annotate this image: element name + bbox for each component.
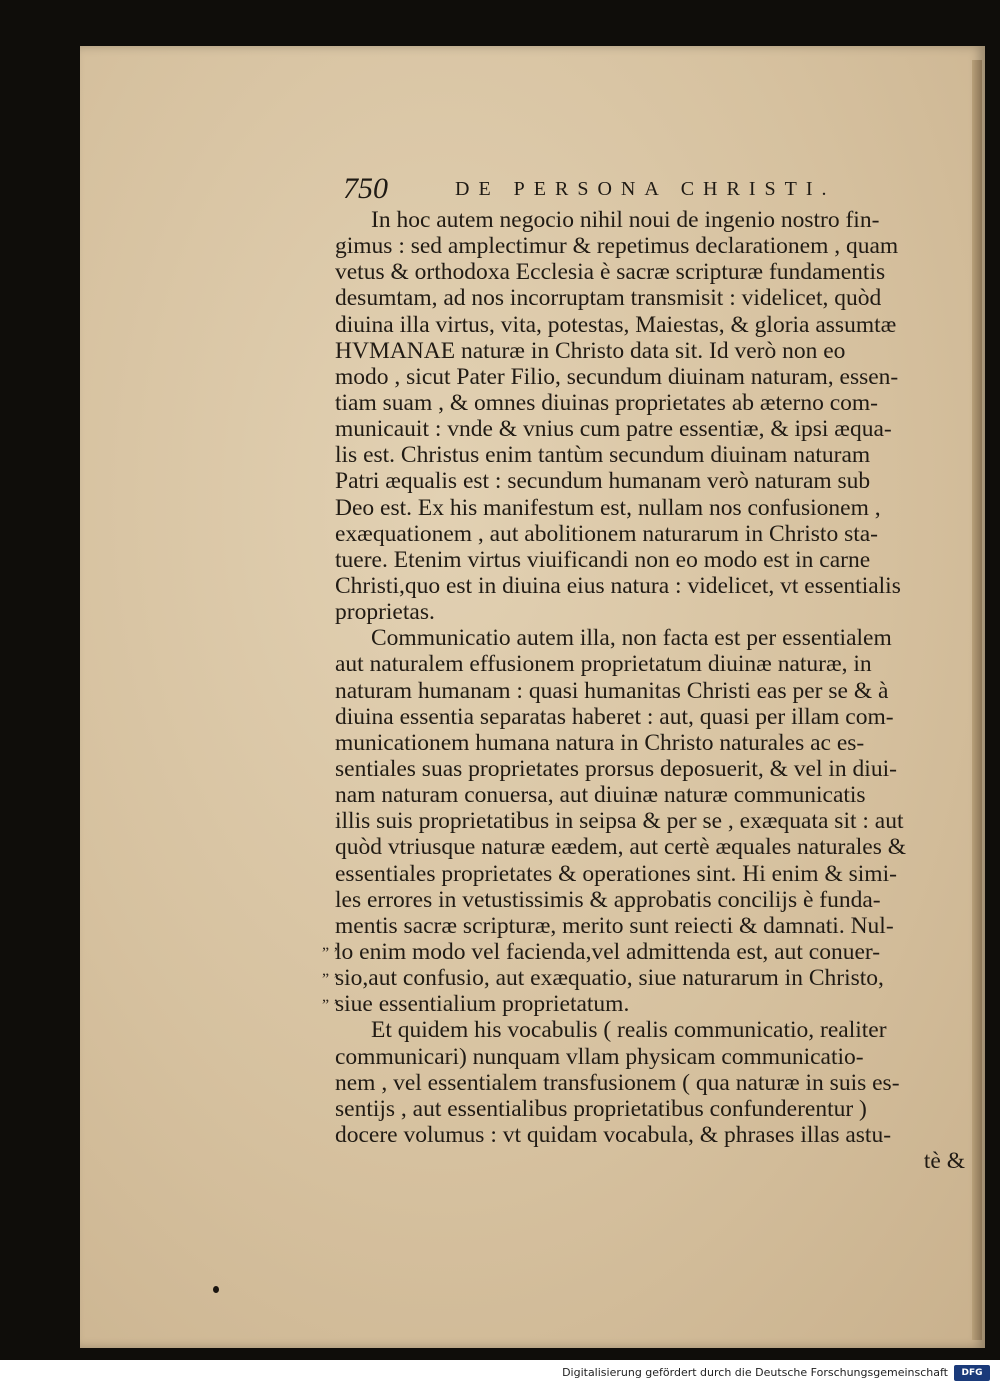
text-line: Patri æqualis est : secundum humanam verò naturam sub [335, 468, 871, 495]
text-line: Deo est. Ex his manifestum est, nullam nos confusionem , [335, 494, 881, 521]
dfg-logo: DFG [954, 1365, 990, 1381]
text-line: exæquationem , aut abolitionem naturarum in Christo sta- [335, 520, 879, 547]
text-line: quòd vtriusque naturæ eædem, aut certè æquales naturales & [335, 834, 907, 861]
page-number: 750 [343, 172, 388, 205]
text-line: naturam humanam : quasi humanitas Christi eas per se & à [335, 677, 889, 704]
margin-quote-marks [322, 932, 352, 1010]
funding-credit: Digitalisierung gefördert durch die Deutsche Forschungsgemeinschaft [562, 1366, 948, 1379]
text-line: aut naturalem effusionem proprietatum diuinæ naturæ, in [335, 651, 872, 678]
text-line: municationem humana natura in Christo naturales ac es- [335, 729, 865, 756]
text-line: sentiales suas proprietates prorsus deposuerit, & vel in diui- [335, 755, 897, 782]
text-line: Et quidem his vocabulis ( realis communicatio, realiter [371, 1017, 887, 1044]
text-line: docere volumus : vt quidam vocabula, & phrases illas astu- [335, 1121, 892, 1148]
text-line: Communicatio autem illa, non facta est per essentialem [371, 625, 892, 652]
text-line: sentijs , aut essentialibus proprietatibus confunderentur ) [335, 1095, 867, 1122]
footer-bar [0, 1362, 1000, 1384]
text-line: Christi,quo est in diuina eius natura : videlicet, vt essentialis [335, 572, 901, 599]
text-line: diuina illa virtus, vita, potestas, Maiestas, & gloria assumtæ [335, 311, 897, 338]
text-line: vetus & orthodoxa Ecclesia è sacræ scripturæ fundamentis [335, 259, 886, 286]
text-line: illis suis proprietatibus in seipsa & per se , exæquata sit : aut [335, 808, 904, 835]
running-title: DE PERSONA CHRISTI. [455, 178, 836, 200]
text-line: nem , vel essentialem transfusionem ( qua naturæ in suis es- [335, 1069, 900, 1096]
text-line: tè & [923, 1148, 965, 1175]
text-line: siue essentialium proprietatum. [335, 991, 630, 1018]
text-line: mentis sacræ scripturæ, merito sunt reiecti & damnati. Nul- [335, 912, 894, 939]
text-line: communicari) nunquam vllam physicam communicatio- [335, 1043, 864, 1070]
text-line: desumtam, ad nos incorruptam transmisit : videlicet, quòd [335, 285, 882, 312]
text-line: modo , sicut Pater Filio, secundum diuinam naturam, essen- [335, 363, 899, 390]
text-line: HVMANAE naturæ in Christo data sit. Id verò non eo [335, 337, 846, 364]
text-line: nam naturam conuersa, aut diuinæ naturæ communicatis [335, 782, 866, 809]
margin-mark: „ ‚ [322, 962, 339, 979]
text-line: essentiales proprietates & operationes sint. Hi enim & simi- [335, 860, 897, 887]
text-line: diuina essentia separatas haberet : aut, quasi per illam com- [335, 703, 894, 730]
text-line: les errores in vetustissimis & approbatis concilijs è funda- [335, 886, 881, 913]
text-line: lo enim modo vel facienda,vel admittenda est, aut conuer- [335, 938, 881, 965]
text-line: gimus : sed amplectimur & repetimus declarationem , quam [335, 233, 899, 260]
text-line: municauit : vnde & vnius cum patre essentiæ, & ipsi æqua- [335, 416, 892, 443]
margin-mark: „ ‚ [322, 988, 339, 1005]
body-text [335, 207, 975, 1174]
text-line: In hoc autem negocio nihil noui de ingenio nostro fin- [371, 207, 880, 233]
text-line: lis est. Christus enim tantùm secundum diuinam naturam [335, 442, 871, 469]
page-header [343, 172, 903, 208]
text-line: tiam suam , & omnes diuinas proprietates ab æterno com- [335, 389, 878, 416]
ink-spot [213, 1286, 219, 1293]
margin-mark: „ ‚ [322, 936, 339, 953]
text-line: proprietas. [335, 599, 435, 626]
text-line: tuere. Etenim virtus viuificandi non eo modo est in carne [335, 546, 871, 573]
text-line: sio,aut confusio, aut exæquatio, siue naturarum in Christo, [335, 965, 884, 992]
